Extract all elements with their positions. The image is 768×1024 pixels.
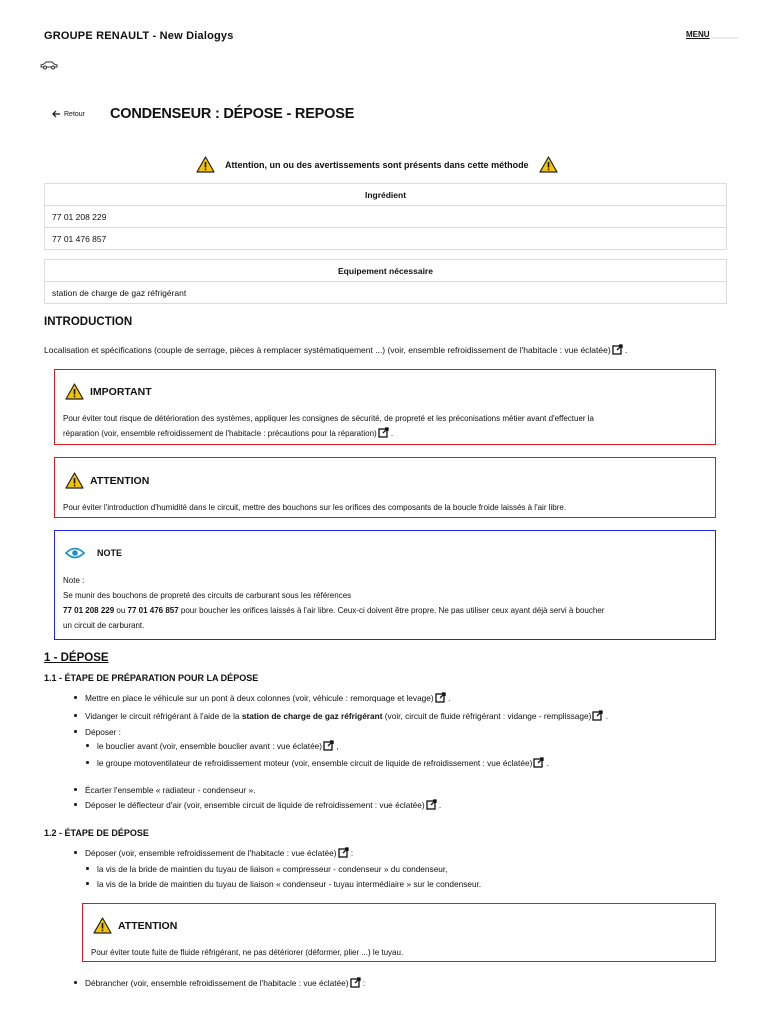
suffix: : <box>348 848 354 858</box>
note-title: NOTE <box>97 548 123 558</box>
suffix: : <box>360 978 366 988</box>
suffix: . <box>436 800 442 810</box>
back-button[interactable] <box>52 110 85 118</box>
important-box <box>54 369 716 445</box>
list-item-text: Déposer le déflecteur d'air (voir, ensemble circuit de liquide de refroidissement : vue éclatée) <box>85 800 425 810</box>
ingredient-row: 77 01 208 229 <box>45 206 726 228</box>
ingredient-table-header: Ingrédient <box>45 184 726 206</box>
list-item-text: le groupe motoventilateur de refroidissement moteur (voir, ensemble circuit de liquide de refroidissement : vue éclatée) <box>97 758 533 768</box>
suffix: . <box>622 345 628 355</box>
suffix: . <box>603 711 609 721</box>
bullet <box>86 867 89 870</box>
suffix: . <box>544 758 549 768</box>
subsection-heading: 1.2 - ÉTAPE DE DÉPOSE <box>44 828 149 838</box>
list-item <box>74 726 121 738</box>
list-item <box>74 710 608 722</box>
list-item-text: Déposer : <box>85 727 121 737</box>
list-item <box>74 799 441 811</box>
external-link-icon[interactable] <box>612 344 623 355</box>
bullet <box>74 696 77 699</box>
note-line: un circuit de carburant. <box>63 621 145 630</box>
car-icon[interactable] <box>40 60 58 70</box>
reference-code: 77 01 208 229 <box>63 606 115 615</box>
list-item-text: le bouclier avant (voir, ensemble bouclier avant : vue éclatée) <box>97 741 323 751</box>
list-item-text: Débrancher (voir, ensemble refroidissement de l'habitacle : vue éclatée) <box>85 978 349 988</box>
bullet <box>74 981 77 984</box>
bullet <box>86 744 89 747</box>
note-line: Note : <box>63 576 85 585</box>
external-link-icon[interactable] <box>338 847 349 858</box>
ingredient-table <box>44 183 727 250</box>
attention-box <box>82 903 716 962</box>
note-connector: ou <box>114 606 128 615</box>
bullet <box>74 714 77 717</box>
warning-icon <box>65 383 84 400</box>
attention-box-header <box>93 917 177 934</box>
attention-title: ATTENTION <box>90 474 150 487</box>
back-arrow-icon <box>52 110 61 118</box>
note-line: Se munir des bouchons de propreté des circuits de carburant sous les références <box>63 591 352 600</box>
important-line <box>63 426 703 441</box>
back-label: Retour <box>64 110 86 118</box>
note-text <box>63 573 703 633</box>
note-line-rest: pour boucher les orifices laissés à l'air libre. Ceux-ci doivent être propre. Ne pas utiliser ceux ayant déjà servi à boucher <box>178 606 605 615</box>
list-item-text: Mettre en place le véhicule sur un pont à deux colonnes (voir, véhicule : remorquage et levage) <box>85 693 434 703</box>
attention-text: Pour éviter l'introduction d'humidité dans le circuit, mettre des bouchons sur les orifices des composants de la boucle froide laissés à l'air libre. <box>63 503 567 512</box>
equipment-table <box>44 259 727 304</box>
list-item-text: Écarter l'ensemble « radiateur - condenseur ». <box>85 785 256 795</box>
equipment-row: station de charge de gaz réfrigérant <box>45 282 726 304</box>
bullet <box>86 761 89 764</box>
sub-list-item <box>86 878 481 890</box>
warning-icon <box>65 472 84 489</box>
important-link-text: réparation (voir, ensemble refroidissement de l'habitacle : précautions pour la réparation) <box>63 429 377 438</box>
external-link-icon[interactable] <box>435 692 446 703</box>
warning-icon <box>196 156 215 173</box>
page-title: CONDENSEUR : DÉPOSE - REPOSE <box>110 106 355 122</box>
external-link-icon[interactable] <box>533 757 544 768</box>
list-item <box>74 847 353 859</box>
warning-icon <box>539 156 558 173</box>
list-item <box>74 784 255 796</box>
attention-title: ATTENTION <box>118 919 178 932</box>
suffix: , <box>334 741 339 751</box>
subsection-heading: 1.1 - ÉTAPE DE PRÉPARATION POUR LA DÉPOSE <box>44 673 259 683</box>
menu-icon[interactable] <box>712 37 738 39</box>
suffix: . <box>445 693 451 703</box>
ingredient-row: 77 01 476 857 <box>45 228 726 250</box>
equipment-name: station de charge de gaz réfrigérant <box>241 711 383 721</box>
important-line: Pour éviter tout risque de détérioration des systèmes, appliquer les consignes de sécurité, de propreté et les préconisations métier avant d'effectuer la <box>63 414 595 423</box>
list-item-text: (voir, circuit de fluide réfrigérant : vidange - remplissage) <box>382 711 592 721</box>
bullet <box>74 788 77 791</box>
attention-text: Pour éviter toute fuite de fluide réfrigérant, ne pas détériorer (déformer, plier ...) le tuyau. <box>91 948 404 957</box>
note-box <box>54 530 716 640</box>
section-heading-depose: 1 - DÉPOSE <box>44 652 109 664</box>
reference-code: 77 01 476 857 <box>127 606 179 615</box>
external-link-icon[interactable] <box>350 977 361 988</box>
important-box-header <box>65 383 152 400</box>
external-link-icon[interactable] <box>592 710 603 721</box>
list-item-text: Vidanger le circuit réfrigérant à l'aide de la <box>85 711 242 721</box>
menu-link[interactable]: MENU <box>686 30 710 39</box>
attention-box-header <box>65 472 149 489</box>
equipment-table-header: Equipement nécessaire <box>45 260 726 282</box>
note-box-header <box>65 547 122 559</box>
introduction-text <box>44 343 627 358</box>
external-link-icon[interactable] <box>378 427 389 438</box>
list-item-text: Déposer (voir, ensemble refroidissement de l'habitacle : vue éclatée) <box>85 848 337 858</box>
eye-icon <box>65 547 85 559</box>
list-item-text: la vis de la bride de maintien du tuyau de liaison « condenseur - tuyau intermédiaire » sur le condenseur. <box>97 879 482 889</box>
external-link-icon[interactable] <box>323 740 334 751</box>
list-item <box>74 692 450 704</box>
introduction-link-text: Localisation et spécifications (couple de serrage, pièces à remplacer systématiquement ...) (voir, ensemble refroidissement de l'habitacle : vue éclatée) <box>44 345 611 355</box>
external-link-icon[interactable] <box>426 799 437 810</box>
app-title: GROUPE RENAULT - New Dialogys <box>44 30 234 42</box>
warning-banner-text: Attention, un ou des avertissements sont présents dans cette méthode <box>225 159 529 170</box>
list-item <box>74 977 365 989</box>
important-title: IMPORTANT <box>90 385 152 398</box>
introduction-heading: INTRODUCTION <box>44 316 133 328</box>
warning-icon <box>93 917 112 934</box>
sub-list-item <box>86 863 448 875</box>
bullet <box>86 882 89 885</box>
sub-list-item <box>86 757 549 769</box>
warning-banner <box>196 156 558 173</box>
important-text <box>63 411 703 441</box>
suffix: . <box>388 429 394 438</box>
sub-list-item <box>86 740 339 752</box>
bullet <box>74 803 77 806</box>
bullet <box>74 730 77 733</box>
attention-box <box>54 457 716 518</box>
list-item-text: la vis de la bride de maintien du tuyau de liaison « compresseur - condenseur » du condenseur, <box>97 864 448 874</box>
bullet <box>74 851 77 854</box>
note-line <box>63 603 703 618</box>
